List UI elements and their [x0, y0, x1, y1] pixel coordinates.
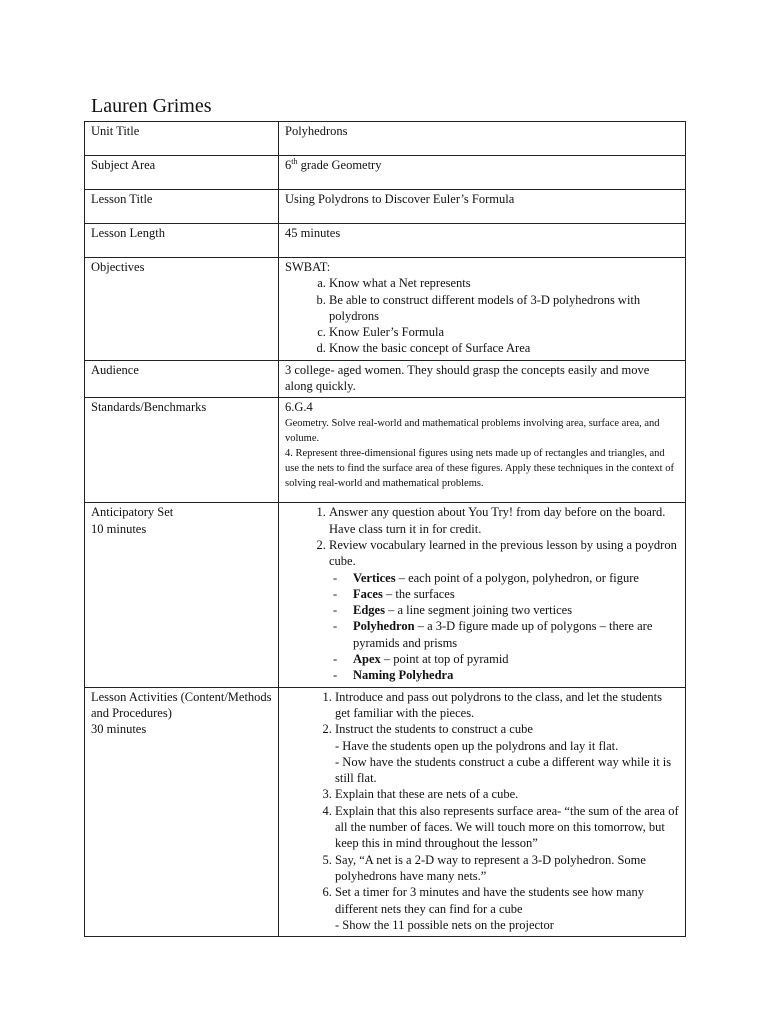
- anticipatory-list: [285, 504, 679, 683]
- vocab-term: Naming Polyhedra: [353, 668, 454, 683]
- objectives-label: Objectives: [85, 258, 279, 361]
- row-anticipatory-set: [85, 503, 686, 687]
- standards-value: [279, 398, 686, 503]
- activities-time: 30 minutes: [91, 722, 147, 737]
- grade-suffix: th: [291, 156, 298, 166]
- unit-title-value: Polyhedrons: [279, 122, 686, 156]
- activities-value: [279, 687, 686, 936]
- vocab-item: [333, 570, 679, 586]
- row-audience: [85, 360, 686, 398]
- row-subject-area: [85, 156, 686, 190]
- vocab-term: Polyhedron: [353, 619, 415, 634]
- subject-area-value: [279, 156, 686, 190]
- lesson-length-label: Lesson Length: [85, 224, 279, 258]
- activity-item: 4. Explain that this also represents surface area- “the sum of the area of all the number of faces. We will touch more on this tomorrow, but keep this in mind throughout the lesson”: [335, 803, 679, 852]
- anticipatory-label-cell: [85, 503, 279, 687]
- activity-sub-item: - Now have the students construct a cube a different way while it is still flat.: [335, 754, 672, 786]
- lesson-title-label: Lesson Title: [85, 190, 279, 224]
- unit-title-label: Unit Title: [85, 122, 279, 156]
- vocab-item: [333, 651, 679, 667]
- row-standards: [85, 398, 686, 503]
- lesson-title-value: Using Polydrons to Discover Euler’s Formula: [279, 190, 686, 224]
- anticipatory-item-text: Review vocabulary learned in the previous lesson by using a poydron cube.: [329, 537, 677, 569]
- activity-sub-item: - Have the students open up the polydrons and lay it flat.: [335, 738, 619, 753]
- row-lesson-activities: [85, 687, 686, 936]
- vocab-item: [333, 618, 679, 651]
- objective-item: d. Know the basic concept of Surface Area: [329, 340, 679, 356]
- anticipatory-item: [329, 537, 679, 684]
- author-name: Lauren Grimes: [91, 95, 212, 117]
- activities-label-cell: [85, 687, 279, 936]
- standard-code: 6.G.4: [285, 400, 313, 415]
- activity-item: 5. Say, “A net is a 2-D way to represent a 3-D polyhedron. Some polyhedrons have many nets.”: [335, 852, 679, 885]
- vocab-item: [333, 602, 679, 618]
- vocab-term: Apex: [353, 652, 381, 667]
- row-lesson-title: [85, 190, 686, 224]
- vocab-def: – the surfaces: [382, 586, 455, 601]
- activity-item-text: Set a timer for 3 minutes and have the students see how many different nets they can find for a cube: [335, 885, 644, 916]
- objectives-value: [279, 258, 686, 361]
- anticipatory-time: 10 minutes: [91, 521, 147, 536]
- activity-item: [335, 884, 679, 933]
- row-lesson-length: [85, 224, 686, 258]
- objectives-list: [285, 275, 679, 356]
- audience-label: Audience: [85, 360, 279, 398]
- row-unit-title: [85, 122, 686, 156]
- vocab-def: – a 3-D figure made up of polygons – there are pyramids and prisms: [353, 619, 653, 650]
- standard-text: 4. Represent three-dimensional figures using nets made up of rectangles and triangles, and use the nets to find the surface area of these figures. Apply these techniques in the context of solving real-world and mathematical problems.: [285, 447, 674, 489]
- objectives-intro: SWBAT:: [285, 260, 331, 274]
- standard-domain: Geometry. Solve real-world and mathematical problems involving area, surface area, and volume.: [285, 417, 660, 444]
- vocab-item: [333, 586, 679, 602]
- activities-label: Lesson Activities (Content/Methods and Procedures): [91, 689, 272, 720]
- activity-item: 1. Introduce and pass out polydrons to the class, and let the students get familiar with the pieces.: [335, 689, 679, 722]
- objective-item: c. Know Euler’s Formula: [329, 324, 679, 340]
- standards-label: Standards/Benchmarks: [85, 398, 279, 503]
- vocab-term: Edges: [353, 603, 385, 618]
- lesson-plan-table: [84, 121, 686, 937]
- objective-item: a. Know what a Net represents: [329, 275, 679, 291]
- activity-item: [335, 721, 679, 786]
- anticipatory-item: 1. Answer any question about You Try! from day before on the board. Have class turn it in for credit.: [329, 504, 679, 537]
- activity-item: 3. Explain that these are nets of a cube.: [335, 786, 679, 802]
- objective-item: b. Be able to construct different models of 3-D polyhedrons with polydrons: [329, 292, 679, 325]
- vocab-def: – each point of a polygon, polyhedron, or figure: [395, 570, 639, 585]
- vocab-term: Vertices: [353, 570, 396, 585]
- vocab-def: – point at top of pyramid: [380, 652, 509, 667]
- subject-area-label: Subject Area: [85, 156, 279, 190]
- vocab-term: Faces: [353, 586, 383, 601]
- audience-value: 3 college- aged women. They should grasp the concepts easily and move along quickly.: [279, 360, 686, 398]
- subject-text: grade Geometry: [297, 158, 382, 172]
- activity-sub-item: - Show the 11 possible nets on the projector: [335, 917, 554, 932]
- activities-list: [285, 689, 679, 933]
- anticipatory-label: Anticipatory Set: [91, 505, 174, 520]
- row-objectives: [85, 258, 686, 361]
- vocab-def: – a line segment joining two vertices: [384, 603, 573, 618]
- vocab-item: [333, 667, 679, 683]
- vocab-list: [329, 570, 679, 684]
- grade-number: 6: [285, 158, 292, 172]
- lesson-length-value: 45 minutes: [279, 224, 686, 258]
- activity-item-text: Instruct the students to construct a cube: [335, 722, 533, 737]
- anticipatory-value: [279, 503, 686, 687]
